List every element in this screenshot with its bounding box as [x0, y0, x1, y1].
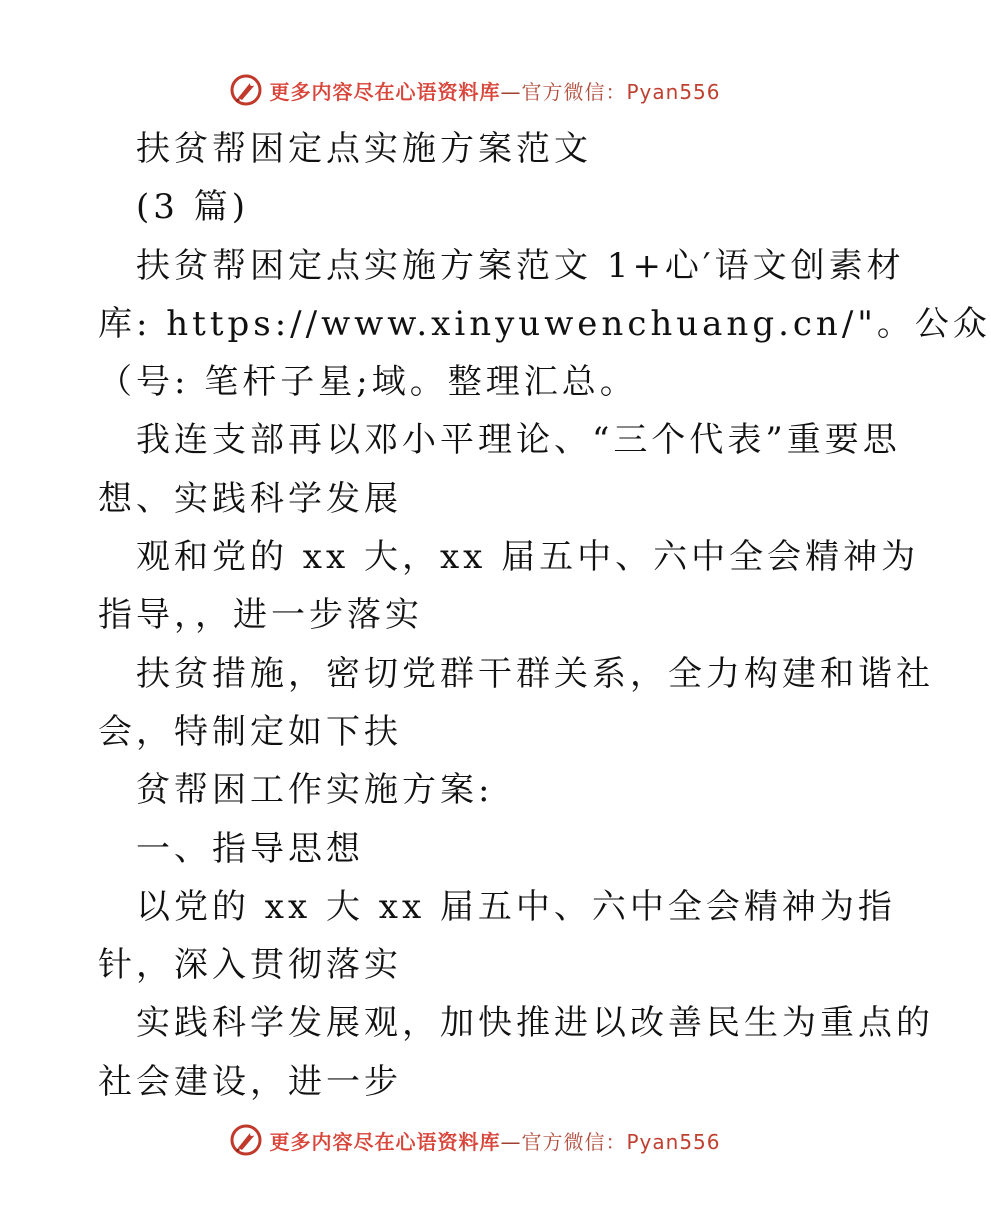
document-body [98, 120, 991, 1111]
header-banner [0, 70, 950, 110]
header-wechat-label: 官方微信： [521, 79, 627, 104]
footer-banner [0, 1120, 950, 1160]
pen-circle-icon [229, 1123, 263, 1157]
header-site-name: 更多内容尽在心语资料库 [269, 79, 501, 104]
text-line: 以党的 xx 大 xx 届五中、六中全会精神为指 [136, 886, 896, 927]
text-line: 会，特制定如下扶 [98, 711, 402, 752]
text-line: 扶贫帮困定点实施方案范文 [136, 129, 592, 169]
text-line: （号: 笔杆子星;域。整理汇总。 [98, 362, 638, 403]
text-line: 观和党的 xx 大，xx 届五中、六中全会精神为 [136, 537, 920, 578]
header-wechat-id: Pyan556 [626, 79, 721, 104]
header-separator: — [500, 79, 522, 104]
text-line: 针，深入贯彻落实 [98, 945, 402, 986]
text-line: 想、实践科学发展 [98, 478, 402, 519]
footer-wechat-label: 官方微信： [521, 1129, 627, 1154]
text-line: (3 篇) [136, 187, 249, 228]
footer-text [269, 1126, 720, 1155]
pen-circle-icon [229, 73, 263, 107]
text-line: 我连支部再以邓小平理论、“三个代表”重要思 [136, 420, 901, 461]
footer-separator: — [500, 1129, 522, 1154]
footer-site-name: 更多内容尽在心语资料库 [269, 1129, 501, 1154]
text-line: 实践科学发展观，加快推进以改善民生为重点的 [136, 1003, 934, 1044]
text-line: 社会建设，进一步 [98, 1061, 402, 1102]
header-text [269, 76, 720, 105]
footer-wechat-id: Pyan556 [626, 1129, 721, 1154]
text-line: 扶贫帮困定点实施方案范文 1+心′语文创素材 [136, 245, 905, 286]
text-line: 一、指导思想 [136, 828, 364, 869]
text-line: 扶贫措施，密切党群干群关系，全力构建和谐社 [136, 653, 934, 694]
text-line: 库: https://www.xinyuwenchuang.cn/"。公众 [98, 303, 991, 344]
text-line: 指导，，进一步落实 [98, 595, 423, 636]
text-line: 贫帮困工作实施方案: [136, 770, 494, 811]
